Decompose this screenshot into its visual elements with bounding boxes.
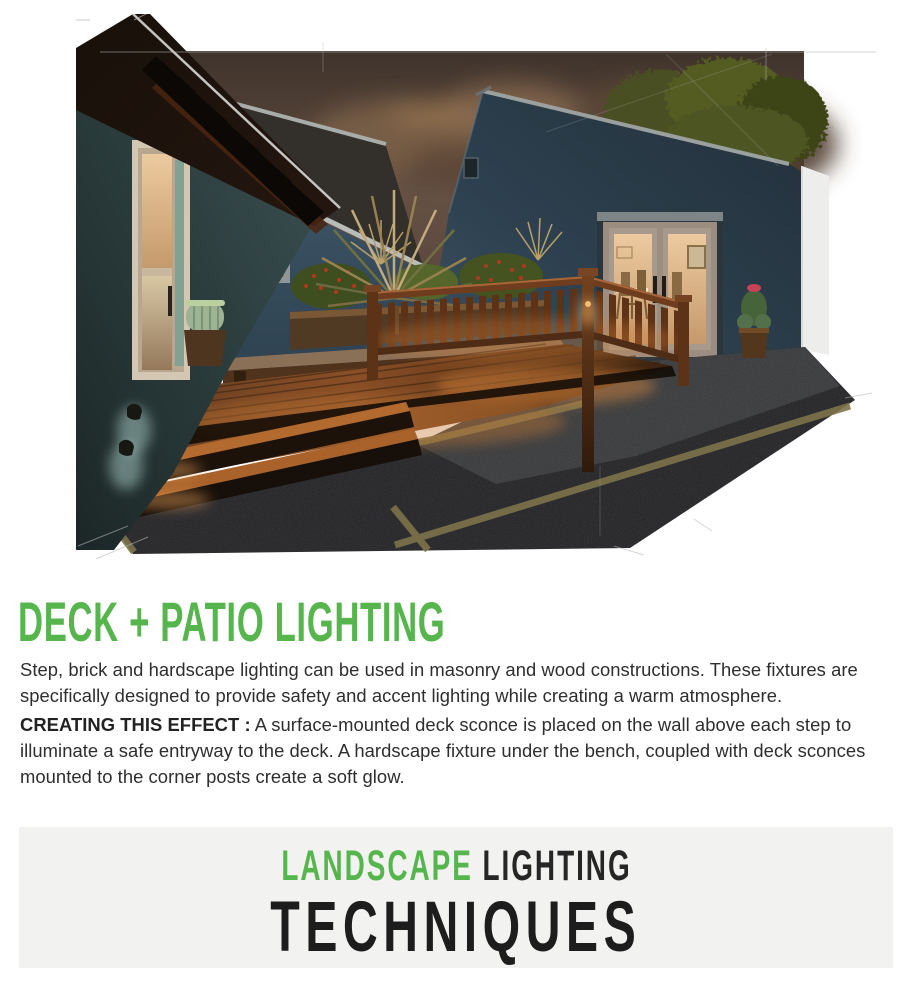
white-wall — [802, 166, 829, 355]
effect-label: CREATING THIS EFFECT : — [20, 714, 251, 735]
footer-subtitle: TECHNIQUES — [270, 888, 642, 967]
footer-banner — [19, 827, 893, 968]
effect-text: A surface-mounted deck sconce is placed on the wall above each step to illuminate a safe entryway to the deck. A hardscape fixture under the bench, coupled with deck sconces mounted to the corner posts create a soft glow. — [20, 714, 866, 787]
intro-paragraph: Step, brick and hardscape lighting can be used in masonry and wood constructions. These fixtures are specifically designed to provide safety and accent lighting while creating a warm atmosphere. — [20, 659, 858, 706]
hero-illustration — [76, 14, 908, 559]
effect-paragraph — [20, 712, 908, 790]
footer-subtitle-wrap — [183, 888, 729, 967]
page-title: DECK + PATIO LIGHTING — [18, 590, 446, 653]
footer-title — [187, 842, 726, 890]
potted-cactus-left — [184, 300, 226, 366]
deck-patio-scene — [76, 14, 908, 559]
footer-title-rest: LIGHTING — [472, 842, 632, 890]
section-heading-wrap — [18, 590, 707, 653]
footer-title-accent: LANDSCAPE — [280, 842, 473, 890]
entry-door — [132, 140, 190, 380]
